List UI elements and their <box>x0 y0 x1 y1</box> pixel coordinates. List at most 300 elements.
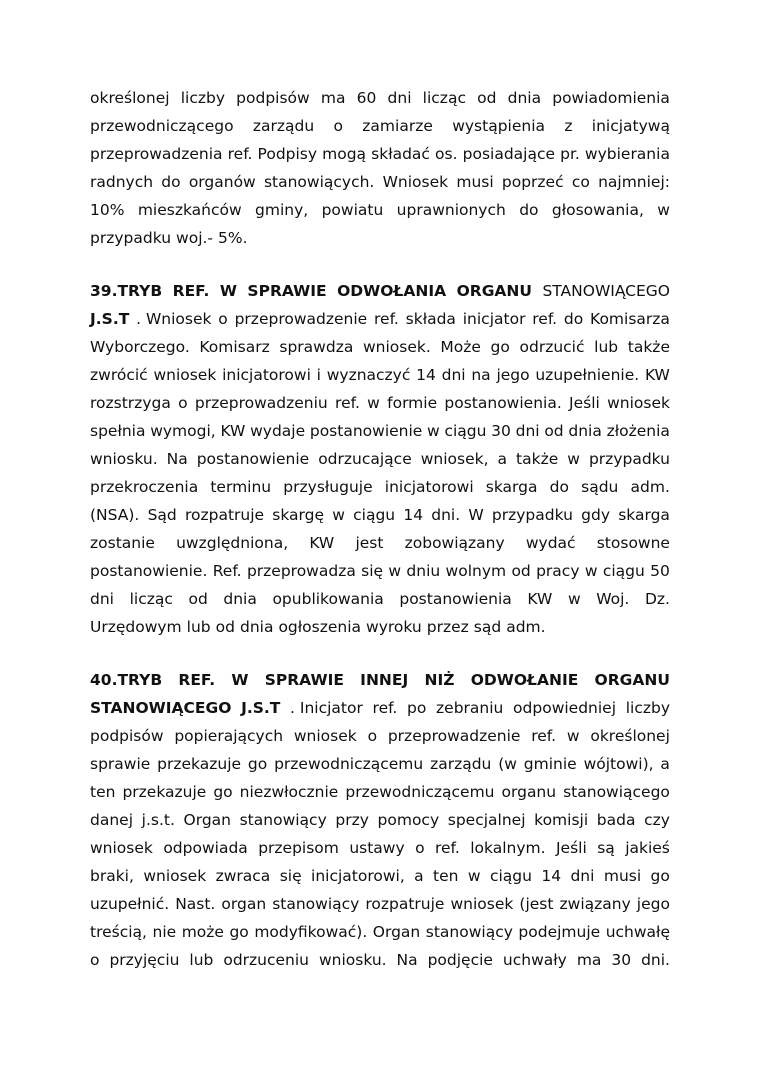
word: wniosek. <box>362 338 431 356</box>
word: dni <box>387 89 412 107</box>
word: niezwłocznie <box>239 783 339 801</box>
word: wyroku <box>366 618 422 636</box>
word: organu <box>501 783 557 801</box>
word: dni <box>90 590 114 608</box>
word: od <box>215 618 235 636</box>
word: 5%. <box>218 229 248 247</box>
word: KW <box>644 366 670 384</box>
word: Woj. <box>596 590 630 608</box>
word: go <box>650 867 670 885</box>
heading-word: INNEJ <box>360 671 409 689</box>
text-line <box>90 277 670 305</box>
word: wniosku. <box>318 951 387 969</box>
word: W <box>468 506 484 524</box>
word: złożenia <box>606 422 670 440</box>
word: czy <box>644 811 670 829</box>
word: (w <box>498 755 517 773</box>
heading-word: STANOWIĄCEGO <box>90 699 232 717</box>
heading-word: NIŻ <box>424 671 455 689</box>
word: odrzuceniu <box>223 951 310 969</box>
word: musi <box>603 867 642 885</box>
word: radnych <box>90 173 154 191</box>
word: organów <box>188 173 256 191</box>
word: przewodniczącego <box>90 117 234 135</box>
word: wójtowi), <box>583 755 654 773</box>
word: (jest <box>519 895 554 913</box>
text-line <box>90 778 670 806</box>
word: skargę <box>272 506 325 524</box>
word: podejmuje <box>518 923 601 941</box>
word: określonej <box>590 727 670 745</box>
heading-word: ODWOŁANIE <box>470 671 579 689</box>
word: j.s.t. <box>141 811 175 829</box>
word: dniu <box>406 562 441 580</box>
word: podpisów <box>236 89 310 107</box>
word: w <box>427 422 440 440</box>
word: wniosek <box>143 867 207 885</box>
word: o <box>367 727 378 745</box>
word: ten <box>90 783 116 801</box>
word: Jeśli <box>555 839 587 857</box>
word: (NSA). <box>90 506 140 524</box>
word: ciągu <box>444 422 487 440</box>
text-line <box>90 333 670 361</box>
word: zwraca <box>215 867 271 885</box>
word: liczby <box>180 89 226 107</box>
text-line <box>90 694 670 722</box>
word: od <box>511 562 531 580</box>
word: o <box>333 117 343 135</box>
word: odrzucić <box>519 338 585 356</box>
word: Wyborczego. <box>90 338 190 356</box>
word: lub <box>186 618 211 636</box>
word: się <box>279 867 302 885</box>
word: gminy, <box>255 201 309 219</box>
word: jakieś <box>625 839 670 857</box>
text-line <box>90 834 670 862</box>
heading-word: SPRAWIE <box>247 282 327 300</box>
text-line <box>90 666 670 694</box>
word: ref. <box>434 839 460 857</box>
word: formie <box>387 394 438 412</box>
word: przeprowadzenia <box>90 145 223 163</box>
word: . Wniosek <box>136 310 212 328</box>
word: sąd <box>473 618 502 636</box>
word: komisji <box>534 811 589 829</box>
text-line <box>90 750 670 778</box>
word: 60 <box>356 89 377 107</box>
word: Wniosek <box>382 173 449 191</box>
heading-word: W <box>231 671 249 689</box>
word: KW <box>220 422 246 440</box>
heading-word: 40.TRYB <box>90 671 163 689</box>
word: wniosek <box>90 839 153 857</box>
word: przez <box>426 618 469 636</box>
word: uchwałę <box>605 923 670 941</box>
word: wniosek <box>450 895 514 913</box>
word: 14 <box>541 867 562 885</box>
text-line <box>90 196 670 224</box>
word: postanowienia. <box>444 394 562 412</box>
word: wybierania <box>584 145 670 163</box>
word: przekazuje <box>157 755 242 773</box>
word: licząc <box>129 590 173 608</box>
word: wydać <box>525 534 576 552</box>
word: przekroczenia <box>90 478 199 496</box>
word: w <box>584 562 598 580</box>
word: ten <box>433 867 459 885</box>
word: ogłoszenia <box>278 618 362 636</box>
text-line <box>90 140 670 168</box>
word: Organ <box>372 923 421 941</box>
heading-word: SPRAWIE <box>264 671 344 689</box>
word: przekazuje <box>122 783 207 801</box>
word: od <box>477 89 497 107</box>
word: przeprowadza <box>246 562 356 580</box>
word: w <box>567 450 580 468</box>
word: w <box>467 867 481 885</box>
word: zwrócić <box>90 366 148 384</box>
word: dnia <box>239 618 274 636</box>
word: przypadku <box>588 450 670 468</box>
word: wniosek <box>153 366 217 384</box>
text-line <box>90 473 670 501</box>
word: lokalnym. <box>470 839 546 857</box>
word: przeprowadzenie <box>387 727 521 745</box>
word: ma <box>576 951 602 969</box>
word: głosowania, <box>551 201 644 219</box>
heading-word: 39.TRYB <box>90 282 163 300</box>
word: uchwały <box>502 951 567 969</box>
word: zarządu <box>430 755 492 773</box>
text-line <box>90 501 670 529</box>
word: przy <box>335 811 369 829</box>
word: uzupełnić. <box>90 895 170 913</box>
word: uprawnionych <box>396 201 506 219</box>
heading-word: J.S.T <box>241 699 281 717</box>
word: 30 <box>611 951 632 969</box>
word: odpowiada <box>163 839 248 857</box>
word: postanowienie. <box>90 562 208 580</box>
word: po <box>407 699 427 717</box>
word: jest <box>355 534 384 552</box>
word: do <box>563 310 584 328</box>
text-line <box>90 862 670 890</box>
word: są <box>597 839 615 857</box>
word: składa <box>405 310 456 328</box>
text-line <box>90 557 670 585</box>
word: pr. <box>560 145 580 163</box>
word: inicjator <box>462 310 526 328</box>
word: skarga <box>618 506 670 524</box>
word: stanowiący <box>239 811 327 829</box>
word: 30 <box>491 422 511 440</box>
word: STANOWIĄCEGO <box>542 282 670 300</box>
word: może <box>181 923 224 941</box>
word: rozstrzyga <box>90 394 171 412</box>
word: dnia <box>223 590 257 608</box>
paragraph-3 <box>90 666 670 974</box>
word: najmniej: <box>598 173 670 191</box>
word: wyznaczyć <box>326 366 411 384</box>
word: stanowiący <box>425 923 513 941</box>
word: gdy <box>581 506 610 524</box>
word: przeprowadzenie <box>234 310 368 328</box>
word: stosowne <box>596 534 670 552</box>
text-line <box>90 890 670 918</box>
word: dni. <box>641 951 670 969</box>
word: treścią, <box>90 923 147 941</box>
word: jego <box>496 366 530 384</box>
word: podpisów <box>90 727 164 745</box>
word: przewodniczącemu <box>345 783 495 801</box>
word: także <box>516 450 559 468</box>
word: Dz. <box>644 590 670 608</box>
word: inicjatorowi <box>222 366 311 384</box>
word: 14 <box>416 366 436 384</box>
word: ustawy <box>349 839 405 857</box>
word: odpowiedniej <box>513 699 617 717</box>
text-line <box>90 224 670 252</box>
text-line <box>90 613 670 641</box>
word: woj.- <box>176 229 214 247</box>
word: postanowienie <box>196 450 310 468</box>
word: dnia <box>507 89 542 107</box>
word: modyfikować). <box>254 923 368 941</box>
word: popierających <box>174 727 284 745</box>
word: . Inicjator <box>290 699 363 717</box>
word: KW <box>527 590 553 608</box>
word: w <box>657 201 670 219</box>
word: także <box>627 338 670 356</box>
word: postanowienia <box>399 590 512 608</box>
heading-word: ORGANU <box>594 671 670 689</box>
word: stanowiący <box>272 895 360 913</box>
word: postanowienie <box>309 422 423 440</box>
word: z <box>564 117 573 135</box>
word: inicjatorowi <box>384 478 474 496</box>
text-line <box>90 806 670 834</box>
word: musi <box>456 173 494 191</box>
word: w <box>566 727 580 745</box>
word: 50 <box>650 562 670 580</box>
word: wniosku. <box>90 450 158 468</box>
word: poprzeć <box>501 173 564 191</box>
word: posiadające <box>462 145 556 163</box>
text-line <box>90 585 670 613</box>
word: Na <box>166 450 188 468</box>
word: ciągu <box>489 867 532 885</box>
word: o <box>90 951 100 969</box>
word: przypadku <box>90 229 172 247</box>
word: przyjęciu <box>109 951 180 969</box>
word: zarządu <box>252 117 315 135</box>
word: odrzucające <box>318 450 412 468</box>
word: Sąd <box>147 506 177 524</box>
word: Komisarza <box>590 310 670 328</box>
word: ref. <box>335 394 360 412</box>
word: w <box>332 506 345 524</box>
word: gminie <box>523 755 577 773</box>
word: jego <box>636 895 670 913</box>
word: lub <box>189 951 214 969</box>
word: Komisarz <box>199 338 270 356</box>
word: wniosek, <box>420 450 489 468</box>
word: do <box>161 173 181 191</box>
word: dni. <box>431 506 461 524</box>
word: sprawie <box>90 755 151 773</box>
text-line <box>90 529 670 557</box>
word: stanowiącego <box>563 783 670 801</box>
text-line <box>90 417 670 445</box>
word: dni <box>570 867 595 885</box>
word: wolnym <box>445 562 507 580</box>
word: Może <box>440 338 481 356</box>
word: przewodniczącemu <box>274 755 424 773</box>
word: go <box>490 338 510 356</box>
word: o <box>218 310 228 328</box>
word: w <box>567 590 581 608</box>
word: od <box>544 422 564 440</box>
word: mogą <box>322 145 367 163</box>
paragraph-2 <box>90 277 670 641</box>
word: o <box>178 394 188 412</box>
word: przypadku <box>491 506 573 524</box>
text-line <box>90 722 670 750</box>
word: adm. <box>506 618 546 636</box>
word: przeprowadzeniu <box>194 394 328 412</box>
word: podjęcie <box>427 951 493 969</box>
word: inicjatorowi, <box>311 867 405 885</box>
word: liczby <box>625 699 670 717</box>
word: sądu <box>581 478 619 496</box>
text-line <box>90 361 670 389</box>
word: wniosek <box>607 394 670 412</box>
word: specjalnej <box>447 811 526 829</box>
heading-word: J.S.T <box>90 310 130 328</box>
word: ref. <box>227 145 253 163</box>
word: dnia <box>568 422 602 440</box>
word: sprawdza <box>279 338 354 356</box>
word: zebraniu <box>436 699 504 717</box>
word: skarga <box>485 478 538 496</box>
word: nie <box>152 923 177 941</box>
word: ref. <box>531 727 557 745</box>
word: KW <box>309 534 335 552</box>
word: bada <box>596 811 636 829</box>
text-line <box>90 946 670 974</box>
heading-word: REF. <box>178 671 216 689</box>
word: organ <box>221 895 267 913</box>
word: wydaje <box>250 422 306 440</box>
word: ref. <box>532 310 558 328</box>
word: w <box>367 394 380 412</box>
word: Urzędowym <box>90 618 182 636</box>
word: go <box>247 755 268 773</box>
word: lub <box>594 338 619 356</box>
word: mieszkańców <box>137 201 242 219</box>
word: 14 <box>403 506 424 524</box>
word: Na <box>396 951 418 969</box>
word: 10% <box>90 201 125 219</box>
word: a <box>414 867 424 885</box>
text-line <box>90 305 670 333</box>
text-line <box>90 918 670 946</box>
word: a <box>497 450 508 468</box>
heading-word: ODWOŁANIA <box>337 282 447 300</box>
word: ref. <box>374 310 399 328</box>
word: Jeśli <box>569 394 600 412</box>
word: opublikowania <box>272 590 384 608</box>
word: do <box>519 201 539 219</box>
word: braki, <box>90 867 134 885</box>
word: uzupełnienie. <box>535 366 640 384</box>
word: os. <box>435 145 458 163</box>
word: a <box>660 755 670 773</box>
word: pomocy <box>377 811 440 829</box>
word: uwzględniona, <box>176 534 289 552</box>
heading-word: W <box>219 282 237 300</box>
word: Organ <box>183 811 231 829</box>
word: określonej <box>90 89 170 107</box>
word: o <box>415 839 425 857</box>
word: pracy <box>536 562 580 580</box>
document-page <box>90 84 670 999</box>
word: danej <box>90 811 134 829</box>
word: ma <box>320 89 346 107</box>
text-line <box>90 389 670 417</box>
word: spełnia <box>90 422 146 440</box>
word: licząc <box>422 89 466 107</box>
word: powiadomienia <box>552 89 670 107</box>
text-line <box>90 445 670 473</box>
word: na <box>471 366 491 384</box>
word: powiatu <box>321 201 384 219</box>
word: wystąpienia <box>452 117 546 135</box>
text-line <box>90 168 670 196</box>
word: zostanie <box>90 534 155 552</box>
word: wniosek <box>293 727 357 745</box>
word: wymogi, <box>150 422 216 440</box>
word: stanowiących. <box>263 173 375 191</box>
word: go <box>213 783 233 801</box>
word: związany <box>559 895 631 913</box>
text-line <box>90 112 670 140</box>
word: Nast. <box>175 895 216 913</box>
word: od <box>188 590 208 608</box>
word: Podpisy <box>257 145 318 163</box>
word: zamiarze <box>362 117 433 135</box>
word: terminu <box>210 478 272 496</box>
heading-word: REF. <box>172 282 210 300</box>
word: i <box>316 366 321 384</box>
word: rozpatruje <box>365 895 445 913</box>
word: w <box>388 562 402 580</box>
word: do <box>549 478 569 496</box>
word: dni <box>441 366 466 384</box>
word: co <box>571 173 590 191</box>
word: przysługuje <box>283 478 373 496</box>
text-line <box>90 84 670 112</box>
word: składać <box>371 145 430 163</box>
word: Ref. <box>212 562 242 580</box>
word: ciągu <box>602 562 645 580</box>
word: ciągu <box>353 506 396 524</box>
word: rozpatruje <box>184 506 265 524</box>
word: inicjatywą <box>591 117 670 135</box>
word: przepisom <box>258 839 339 857</box>
heading-word: ORGANU <box>456 282 532 300</box>
